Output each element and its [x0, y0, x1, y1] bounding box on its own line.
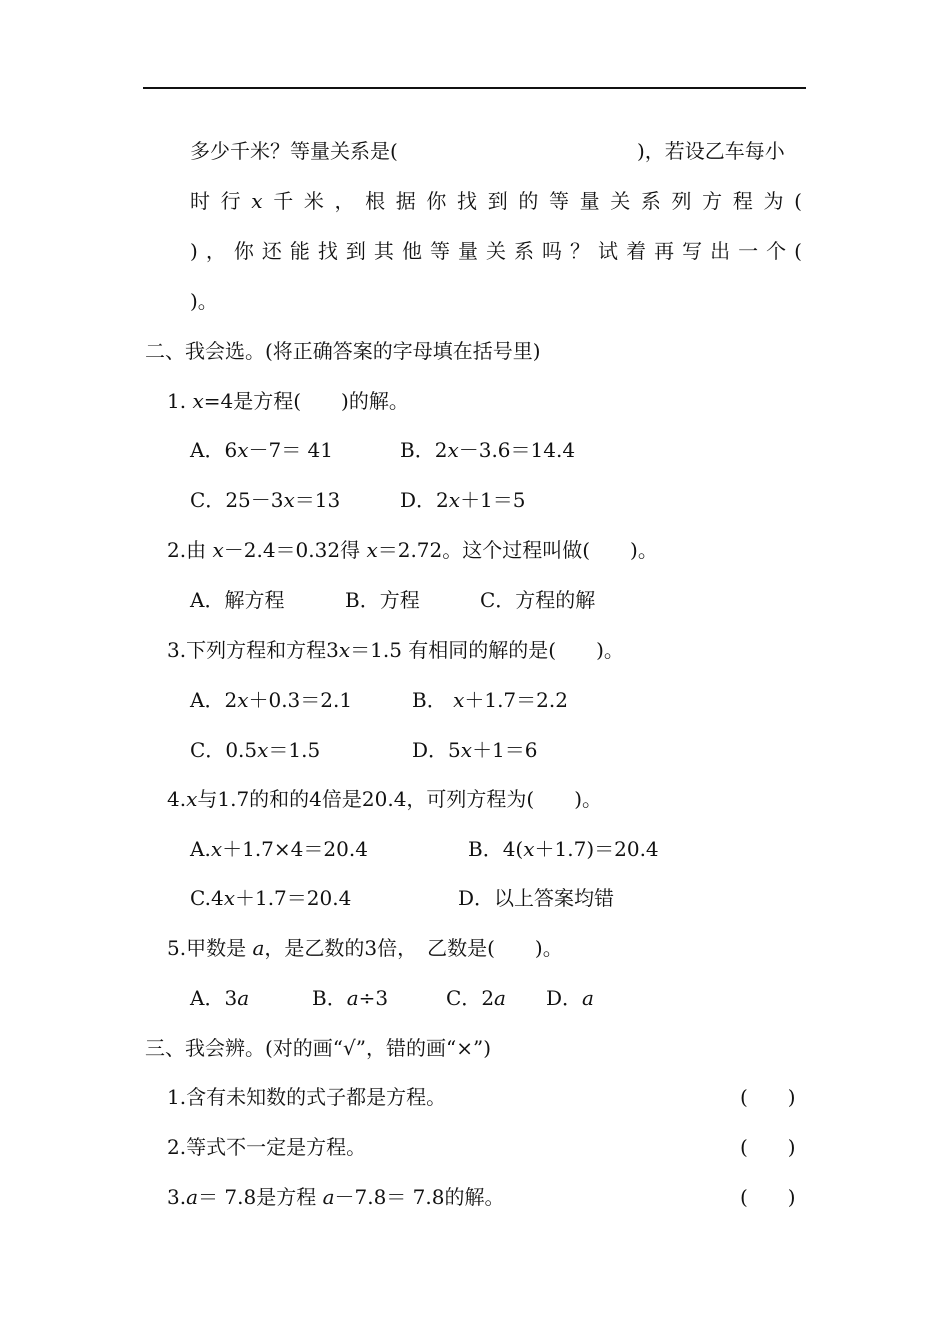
q2-option-a: A．解方程 [190, 588, 285, 612]
line2-char: 关 [610, 189, 631, 213]
q4-option-d: D．以上答案均错 [458, 886, 615, 910]
line3-char: 能 [289, 239, 310, 263]
line3-char: 系 [514, 239, 534, 263]
line3-char: 吗 [542, 239, 563, 263]
line3-char: ( [794, 239, 802, 263]
line3-char: 还 [261, 239, 282, 263]
line3-char: 试 [598, 239, 619, 263]
line2-char: 系 [640, 189, 661, 213]
q1-option-c: C．25－3x＝13 [190, 488, 341, 512]
q1-option-a: A．6x－7＝ 41 [190, 438, 333, 462]
q3-option-d: D．5x＋1＝6 [412, 738, 538, 762]
judge-item-1: 1.含有未知数的式子都是方程。 [167, 1085, 447, 1109]
line3-char: 到 [345, 239, 366, 263]
continuation-line-1-end [637, 138, 785, 164]
continuation-line-3 [190, 238, 802, 264]
line3-char: ) [190, 239, 198, 263]
line2-char: 千 [273, 189, 294, 213]
q1-option-b: B．2x－3.6＝14.4 [400, 438, 576, 462]
line1-start: 多少千米？等量关系是( [190, 139, 398, 163]
line3-char: 出 [710, 239, 731, 263]
top-rule [143, 87, 806, 89]
section-3-title: 三、我会辨。(对的画“√”，错的画“×”) [145, 1036, 492, 1060]
question-4: 4.x与1.7的和的4倍是20.4，可列方程为( )。 [167, 787, 603, 811]
line3-char: 其 [373, 239, 394, 263]
question-2: 2.由 x－2.4＝0.32得 x＝2.72。这个过程叫做( )。 [167, 538, 658, 562]
q5-option-c: C．2a [446, 986, 506, 1010]
question-3: 3.下列方程和方程3x＝1.5 有相同的解的是( )。 [167, 638, 624, 662]
judge-item-2: 2.等式不一定是方程。 [167, 1135, 367, 1159]
line2-char: 时 [190, 189, 210, 213]
judge-answer-3[interactable]: ( ) [740, 1185, 796, 1209]
line3-char: 找 [317, 239, 338, 263]
line3-char: 关 [485, 239, 506, 263]
line2-char: 据 [395, 189, 416, 213]
q5-option-d: D．a [546, 986, 594, 1010]
q5-option-b: B．a÷3 [312, 986, 389, 1010]
line2-char: 的 [518, 189, 539, 213]
line2-char: 找 [457, 189, 478, 213]
line3-char: 个 [766, 239, 787, 263]
question-1: 1. x=4是方程( )的解。 [167, 389, 409, 413]
line3-char: 写 [682, 239, 703, 263]
line2-char: 方 [702, 189, 723, 213]
line3-char: 一 [738, 239, 759, 263]
section-2-title: 二、我会选。(将正确答案的字母填在括号里) [145, 339, 541, 363]
q1-option-d: D．2x＋1＝5 [400, 488, 526, 512]
continuation-line-4: )。 [190, 289, 218, 313]
judge-answer-1[interactable]: ( ) [740, 1085, 796, 1109]
line2-char: 米 [303, 189, 324, 213]
line3-char: ， [205, 239, 226, 263]
q3-option-a: A．2x＋0.3＝2.1 [190, 688, 353, 712]
line3-char: 他 [401, 239, 422, 263]
line2-char: 到 [487, 189, 508, 213]
judge-answer-2[interactable]: ( ) [740, 1135, 796, 1159]
line2-char: 列 [671, 189, 692, 213]
line2-char: 为 [763, 189, 784, 213]
line1-end: )，若设乙车每小 [637, 139, 785, 163]
line3-char: 再 [654, 239, 675, 263]
q4-option-c: C.4x＋1.7＝20.4 [190, 886, 352, 910]
q4-option-b: B．4(x＋1.7)＝20.4 [468, 837, 659, 861]
line3-char: ？ [570, 239, 591, 263]
line3-char: 着 [626, 239, 647, 263]
continuation-line-2 [190, 188, 802, 214]
line3-char: 量 [457, 239, 478, 263]
line2-char: 量 [579, 189, 600, 213]
line2-char: 根 [365, 189, 386, 213]
q5-option-a: A．3a [190, 986, 250, 1010]
line2-char: ， [334, 189, 355, 213]
line2-char: 等 [548, 189, 569, 213]
question-5: 5.甲数是 a，是乙数的3倍， 乙数是( )。 [167, 936, 563, 960]
line2-char: 程 [732, 189, 753, 213]
q3-option-c: C．0.5x＝1.5 [190, 738, 321, 762]
line2-char: 你 [426, 189, 447, 213]
line3-char: 等 [429, 239, 450, 263]
line2-char: x [251, 189, 263, 213]
q2-option-b: B．方程 [345, 588, 420, 612]
q2-option-c: C．方程的解 [480, 588, 596, 612]
continuation-line-1 [190, 138, 398, 164]
judge-item-3: 3.a＝ 7.8是方程 a－7.8＝ 7.8的解。 [167, 1185, 505, 1209]
q3-option-b: B． x＋1.7＝2.2 [412, 688, 568, 712]
line3-char: 你 [233, 239, 254, 263]
line2-char: 行 [220, 189, 241, 213]
q4-option-a: A.x＋1.7×4＝20.4 [190, 837, 368, 861]
line2-char: ( [794, 189, 802, 213]
